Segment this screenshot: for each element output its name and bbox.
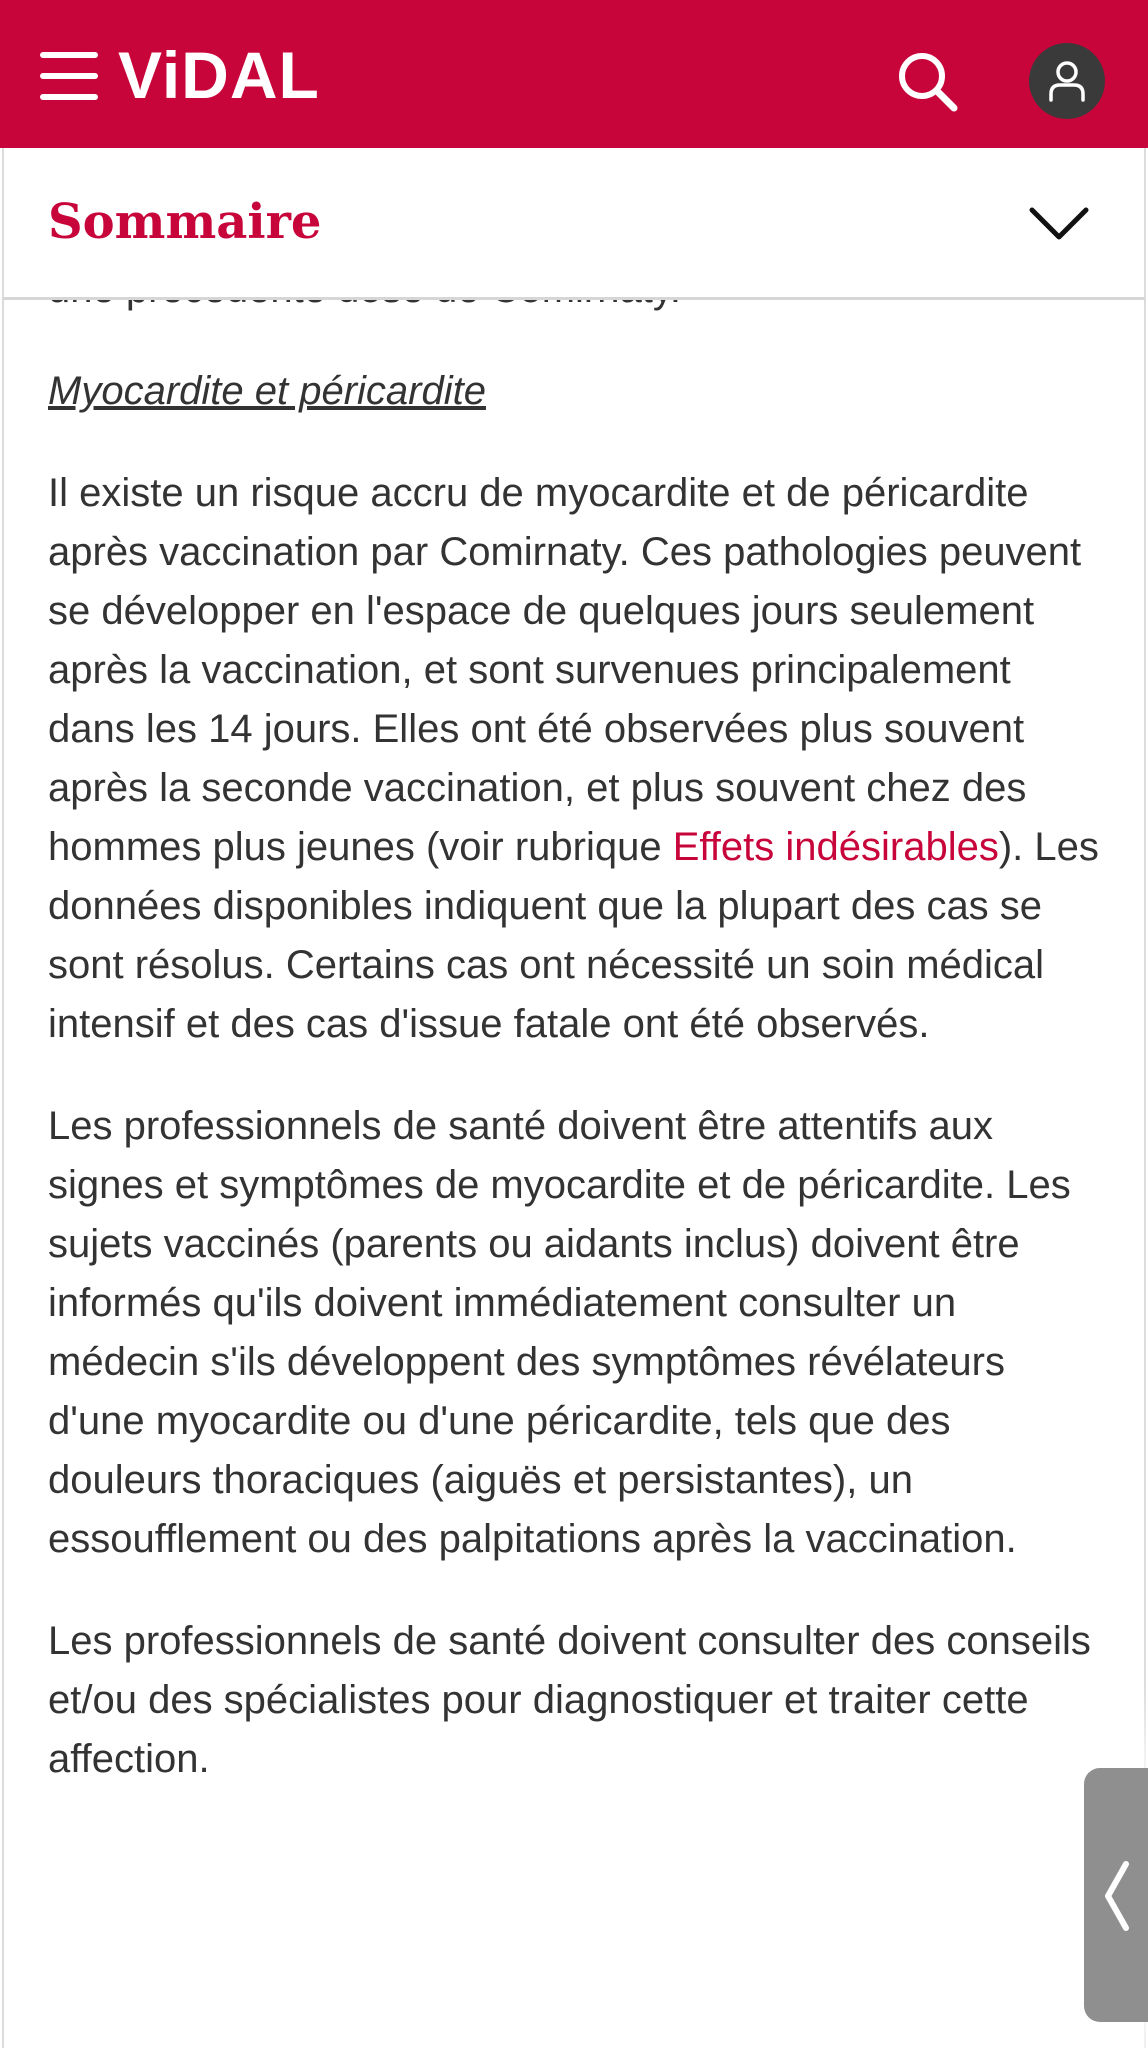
paragraph-text: ). Les données disponibles indiquent que la plupart des cas se sont résolus. Certains cas ont nécessité un soin médical intensif et des cas d'issue fatale ont été observés. bbox=[48, 825, 1099, 1046]
chevron-down-icon[interactable] bbox=[1028, 204, 1090, 244]
chevron-left-icon bbox=[1102, 1860, 1130, 1932]
paragraph-specialist-advice: Les professionnels de santé doivent consulter des conseils et/ou des spécialistes pour diagnostiquer et traiter cette affection. bbox=[48, 1619, 1091, 1781]
hamburger-menu-icon[interactable] bbox=[40, 52, 98, 100]
paragraph-text: Il existe un risque accru de myocardite et de péricardite après vaccination par Comirnaty. Ces pathologies peuvent se développer en l'espace de quelques jours seulement après la vaccination, et sont survenues principalement dans les 14 jours. Elles ont été observées plus souvent après la seconde vaccination, et plus souvent chez des hommes plus jeunes (voir rubrique bbox=[48, 471, 1082, 869]
paragraph-myocarditis-risk bbox=[48, 464, 1108, 1054]
vidal-logo[interactable]: ViDAL bbox=[118, 38, 320, 112]
user-icon bbox=[1048, 60, 1086, 102]
side-panel-tab[interactable] bbox=[1084, 1768, 1148, 2022]
paragraph-symptom-awareness: Les professionnels de santé doivent être attentifs aux signes et symptômes de myocardite et de péricardite. Les sujets vaccinés (parents ou aidants inclus) doivent être informés qu'ils doivent immédiatement consulter un médecin s'ils développent des symptômes révélateurs d'une myocardite ou d'une péricardite, tels que des douleurs thoraciques (aiguës et persistantes), un essoufflement ou des palpitations après la vaccination. bbox=[48, 1104, 1071, 1561]
top-header bbox=[0, 0, 1148, 148]
user-account-button[interactable] bbox=[1029, 43, 1105, 119]
monograph-content bbox=[2, 300, 1146, 2048]
summary-dropdown[interactable] bbox=[2, 148, 1146, 300]
summary-title: Sommaire bbox=[48, 194, 322, 250]
search-icon[interactable] bbox=[896, 50, 960, 114]
link-effets-indesirables[interactable]: Effets indésirables bbox=[672, 825, 999, 869]
section-subheading: Myocardite et péricardite bbox=[48, 369, 486, 413]
